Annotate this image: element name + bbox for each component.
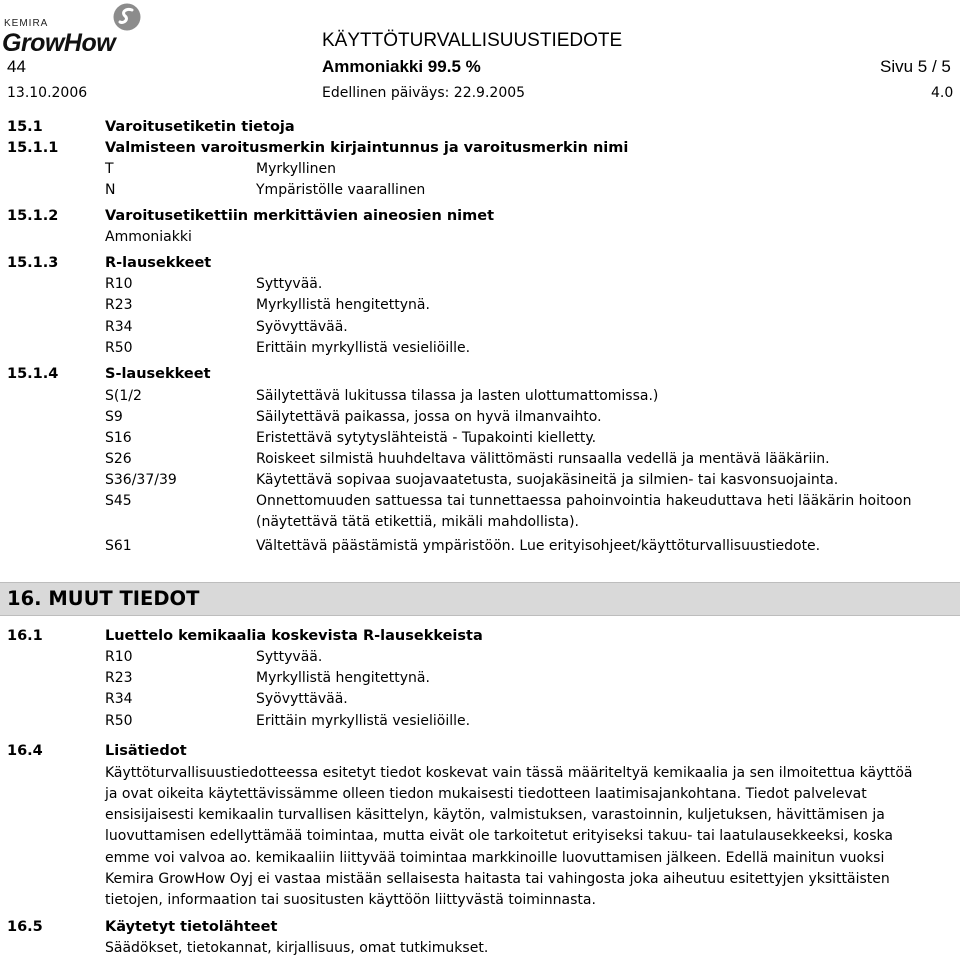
version: 4.0 bbox=[931, 85, 954, 101]
document-title: KÄYTTÖTURVALLISUUSTIEDOTE bbox=[322, 30, 623, 51]
list-item-text: Myrkyllinen bbox=[256, 161, 337, 177]
section-16-1-title: Luettelo kemikaalia koskevista R-lausekkeista bbox=[105, 628, 483, 644]
r-code: R50 bbox=[105, 340, 133, 356]
section-16-5-number: 16.5 bbox=[7, 919, 43, 935]
s-code: S9 bbox=[105, 409, 123, 425]
section-15-1-3-title: R-lausekkeet bbox=[105, 255, 212, 271]
logo-swirl-icon bbox=[112, 2, 142, 32]
r-text: Erittäin myrkyllistä vesieliöille. bbox=[256, 340, 471, 356]
r-text: Syttyvää. bbox=[256, 276, 323, 292]
r-code: R34 bbox=[105, 319, 133, 335]
section-16-5-title: Käytetyt tietolähteet bbox=[105, 919, 278, 935]
s-text: Säilytettävä paikassa, jossa on hyvä ilmanvaihto. bbox=[256, 409, 602, 425]
r-code: R50 bbox=[105, 713, 133, 729]
r-text: Syttyvää. bbox=[256, 649, 323, 665]
section-15-1-1-number: 15.1.1 bbox=[7, 140, 59, 156]
list-item-text: Ympäristölle vaarallinen bbox=[256, 182, 426, 198]
paragraph-line: ja ovat oikeita käytettävissämme olleen tiedon mukaisesti tiedotteen laatimisajankohtana. Tiedot palvelevat bbox=[105, 786, 867, 802]
r-code: R23 bbox=[105, 670, 133, 686]
r-text: Myrkyllistä hengitettynä. bbox=[256, 297, 430, 313]
r-text: Erittäin myrkyllistä vesieliöille. bbox=[256, 713, 471, 729]
s-text: Säilytettävä lukitussa tilassa ja lasten ulottumattomissa.) bbox=[256, 388, 659, 404]
section-16-5-body: Säädökset, tietokannat, kirjallisuus, omat tutkimukset. bbox=[105, 940, 489, 956]
section-15-1-2-number: 15.1.2 bbox=[7, 208, 59, 224]
paragraph-line: luovuttamisen edellyttämää toimintaa, mutta eivät ole tarkoitetut erityiseksi takuu- tai laatulausekkeeksi, koska bbox=[105, 828, 893, 844]
logo-kemira-text: KEMIRA bbox=[4, 18, 49, 29]
paragraph-line: tietojen, informaation tai suositusten käyttöön liittyvästä toiminnasta. bbox=[105, 892, 596, 908]
s-code: S45 bbox=[105, 493, 132, 509]
issue-date: 13.10.2006 bbox=[7, 85, 88, 101]
section-16-4-number: 16.4 bbox=[7, 743, 43, 759]
document-number: 44 bbox=[7, 57, 26, 76]
r-code: R34 bbox=[105, 691, 133, 707]
page-number: Sivu 5 / 5 bbox=[880, 57, 951, 76]
previous-date: Edellinen päiväys: 22.9.2005 bbox=[322, 85, 526, 101]
list-item-code: T bbox=[105, 161, 114, 177]
section-15-1-title: Varoitusetiketin tietoja bbox=[105, 119, 295, 135]
product-name: Ammoniakki 99.5 % bbox=[322, 57, 481, 76]
section-16-header bbox=[0, 582, 960, 616]
s-text: (näytettävä tätä etikettiä, mikäli mahdollista). bbox=[256, 514, 580, 530]
s-code: S26 bbox=[105, 451, 132, 467]
s-code: S36/37/39 bbox=[105, 472, 177, 488]
s-code: S(1/2 bbox=[105, 388, 142, 404]
r-text: Syövyttävää. bbox=[256, 691, 348, 707]
r-text: Syövyttävää. bbox=[256, 319, 348, 335]
r-code: R10 bbox=[105, 276, 133, 292]
s-text: Eristettävä sytytyslähteistä - Tupakointi kielletty. bbox=[256, 430, 597, 446]
paragraph-line: Kemira GrowHow Oyj ei vastaa mistään sellaisesta haitasta tai vahingosta joka aiheutuu esitettyjen yksittäisten bbox=[105, 871, 890, 887]
section-16-title: 16. MUUT TIEDOT bbox=[7, 587, 200, 610]
s-code: S16 bbox=[105, 430, 132, 446]
company-logo bbox=[2, 2, 142, 56]
paragraph-line: Käyttöturvallisuustiedotteessa esitetyt tiedot koskevat vain tässä määriteltyä kemikaalia ja sen ilmoitettua käyttöä bbox=[105, 765, 913, 781]
r-code: R23 bbox=[105, 297, 133, 313]
r-text: Myrkyllistä hengitettynä. bbox=[256, 670, 430, 686]
section-15-1-1-title: Valmisteen varoitusmerkin kirjaintunnus ja varoitusmerkin nimi bbox=[105, 140, 629, 156]
paragraph-line: ensisijaisesti kemikaalin turvallisen käsittelyn, käytön, valmistuksen, varastoinnin, kuljetuksen, hävittämisen ja bbox=[105, 807, 885, 823]
section-15-1-2-title: Varoitusetikettiin merkittävien aineosien nimet bbox=[105, 208, 495, 224]
paragraph-line: emme voi valvoa ao. kemikaaliin liittyvää toimintaa markkinoille luovuttamisen jälkeen. Edellä mainitun vuoksi bbox=[105, 850, 885, 866]
section-16-1-number: 16.1 bbox=[7, 628, 43, 644]
section-15-1-2-body: Ammoniakki bbox=[105, 229, 192, 245]
section-15-1-4-number: 15.1.4 bbox=[7, 366, 59, 382]
s-text: Käytettävä sopivaa suojavaatetusta, suojakäsineitä ja silmien- tai kasvonsuojainta. bbox=[256, 472, 839, 488]
section-15-1-3-number: 15.1.3 bbox=[7, 255, 59, 271]
s-text: Vältettävä päästämistä ympäristöön. Lue erityisohjeet/käyttöturvallisuustiedote. bbox=[256, 538, 821, 554]
section-15-1-4-title: S-lausekkeet bbox=[105, 366, 211, 382]
list-item-code: N bbox=[105, 182, 116, 198]
s-text: Roiskeet silmistä huuhdeltava välittömästi runsaalla vedellä ja mentävä lääkäriin. bbox=[256, 451, 830, 467]
s-code: S61 bbox=[105, 538, 132, 554]
logo-growhow-text: GrowHow bbox=[2, 29, 116, 57]
s-text: Onnettomuuden sattuessa tai tunnettaessa pahoinvointia hakeuduttava heti lääkärin hoitoon bbox=[256, 493, 912, 509]
r-code: R10 bbox=[105, 649, 133, 665]
section-16-4-title: Lisätiedot bbox=[105, 743, 187, 759]
section-15-1-number: 15.1 bbox=[7, 119, 43, 135]
